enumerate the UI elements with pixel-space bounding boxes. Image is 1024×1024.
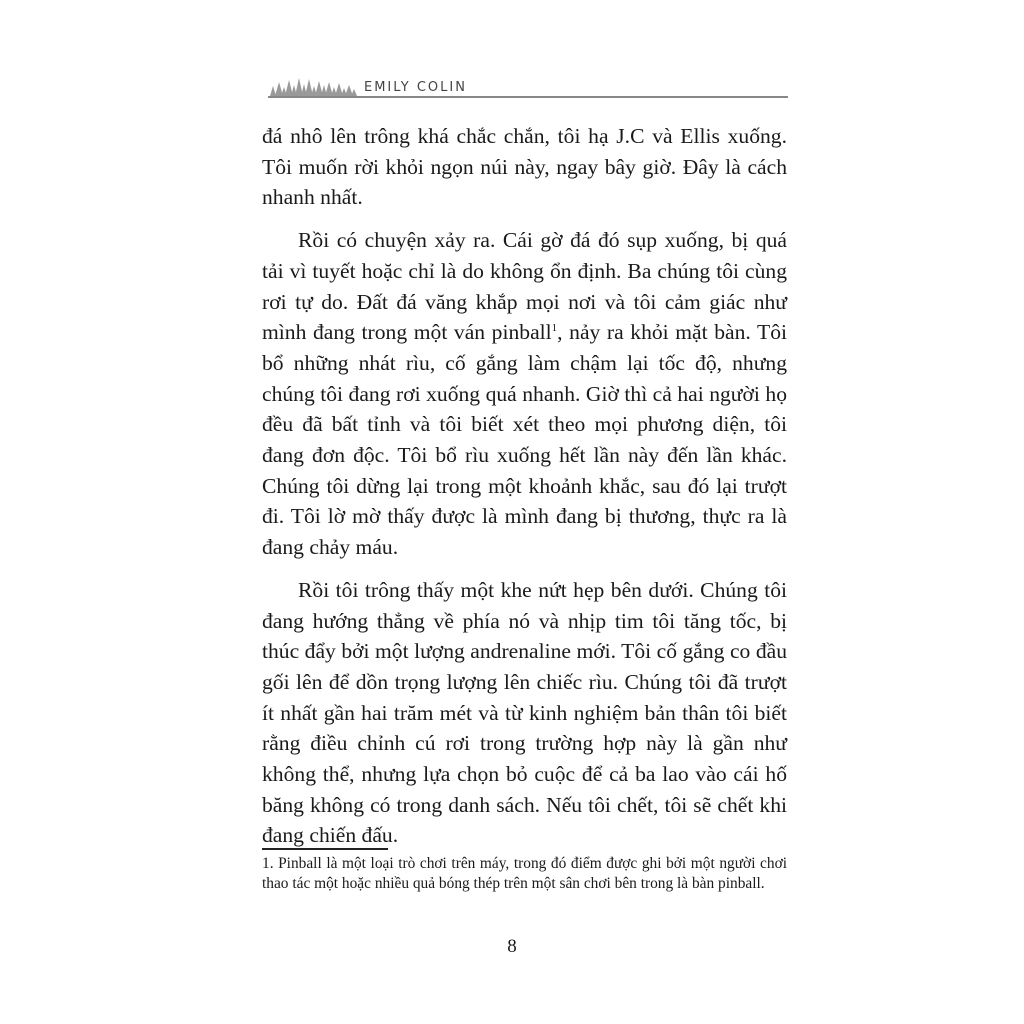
paragraph-2-before: Rồi có chuyện xảy ra. Cái gờ đá đó sụp xuống, bị quá tải vì tuyết hoặc chỉ là do không ổn định. Ba chúng tôi cùng rơi tự do. Đất đá văng khắp mọi nơi và tôi cảm giác như mình đang trong một ván pinball (262, 228, 787, 345)
footnote-reference: 1 (551, 322, 558, 335)
header-rule (268, 96, 788, 98)
paragraph-3: Rồi tôi trông thấy một khe nứt hẹp bên dưới. Chúng tôi đang hướng thẳng về phía nó và nhịp tim tôi tăng tốc, bị thúc đẩy bởi một lượng andrenaline mới. Tôi cố gắng co đầu gối lên để dồn trọng lượng lên chiếc rìu. Chúng tôi đã trượt ít nhất gần hai trăm mét và từ kinh nghiệm bản thân tôi biết rằng điều chỉnh cú rơi trong trường hợp này là gần như không thể, nhưng lựa chọn bỏ cuộc để cả ba lao vào cái hố băng không có trong danh sách. Nếu tôi chết, tôi sẽ chết khi đang chiến đấu. (262, 577, 787, 848)
paragraph-2 (262, 225, 787, 563)
running-head-author: EMILY COLIN (364, 80, 467, 95)
page-number: 8 (507, 936, 517, 957)
body-text (262, 121, 787, 851)
running-head (268, 76, 788, 100)
footnote-text: 1. Pinball là một loại trò chơi trên máy, trong đó điểm được ghi bởi một người chơi thao tác một hoặc nhiều quả bóng thép trên một sân chơi bên trong là bàn pinball. (262, 855, 787, 892)
footnote-rule (262, 848, 388, 850)
paragraph-2-after: , nảy ra khỏi mặt bàn. Tôi bổ những nhát rìu, cố gắng làm chậm lại tốc độ, nhưng chúng tôi đang rơi xuống quá nhanh. Giờ thì cả hai người họ đều đã bất tỉnh và tôi biết xét theo mọi phương diện, tôi đang đơn độc. Tôi bổ rìu xuống hết lần này đến lần khác. Chúng tôi dừng lại trong một khoảnh khắc, sau đó lại trượt đi. Tôi lờ mờ thấy được là mình đang bị thương, thực ra là đang chảy máu. (262, 320, 788, 560)
paragraph-1: đá nhô lên trông khá chắc chắn, tôi hạ J.C và Ellis xuống. Tôi muốn rời khỏi ngọn núi này, ngay bây giờ. Đây là cách nhanh nhất. (262, 124, 787, 210)
